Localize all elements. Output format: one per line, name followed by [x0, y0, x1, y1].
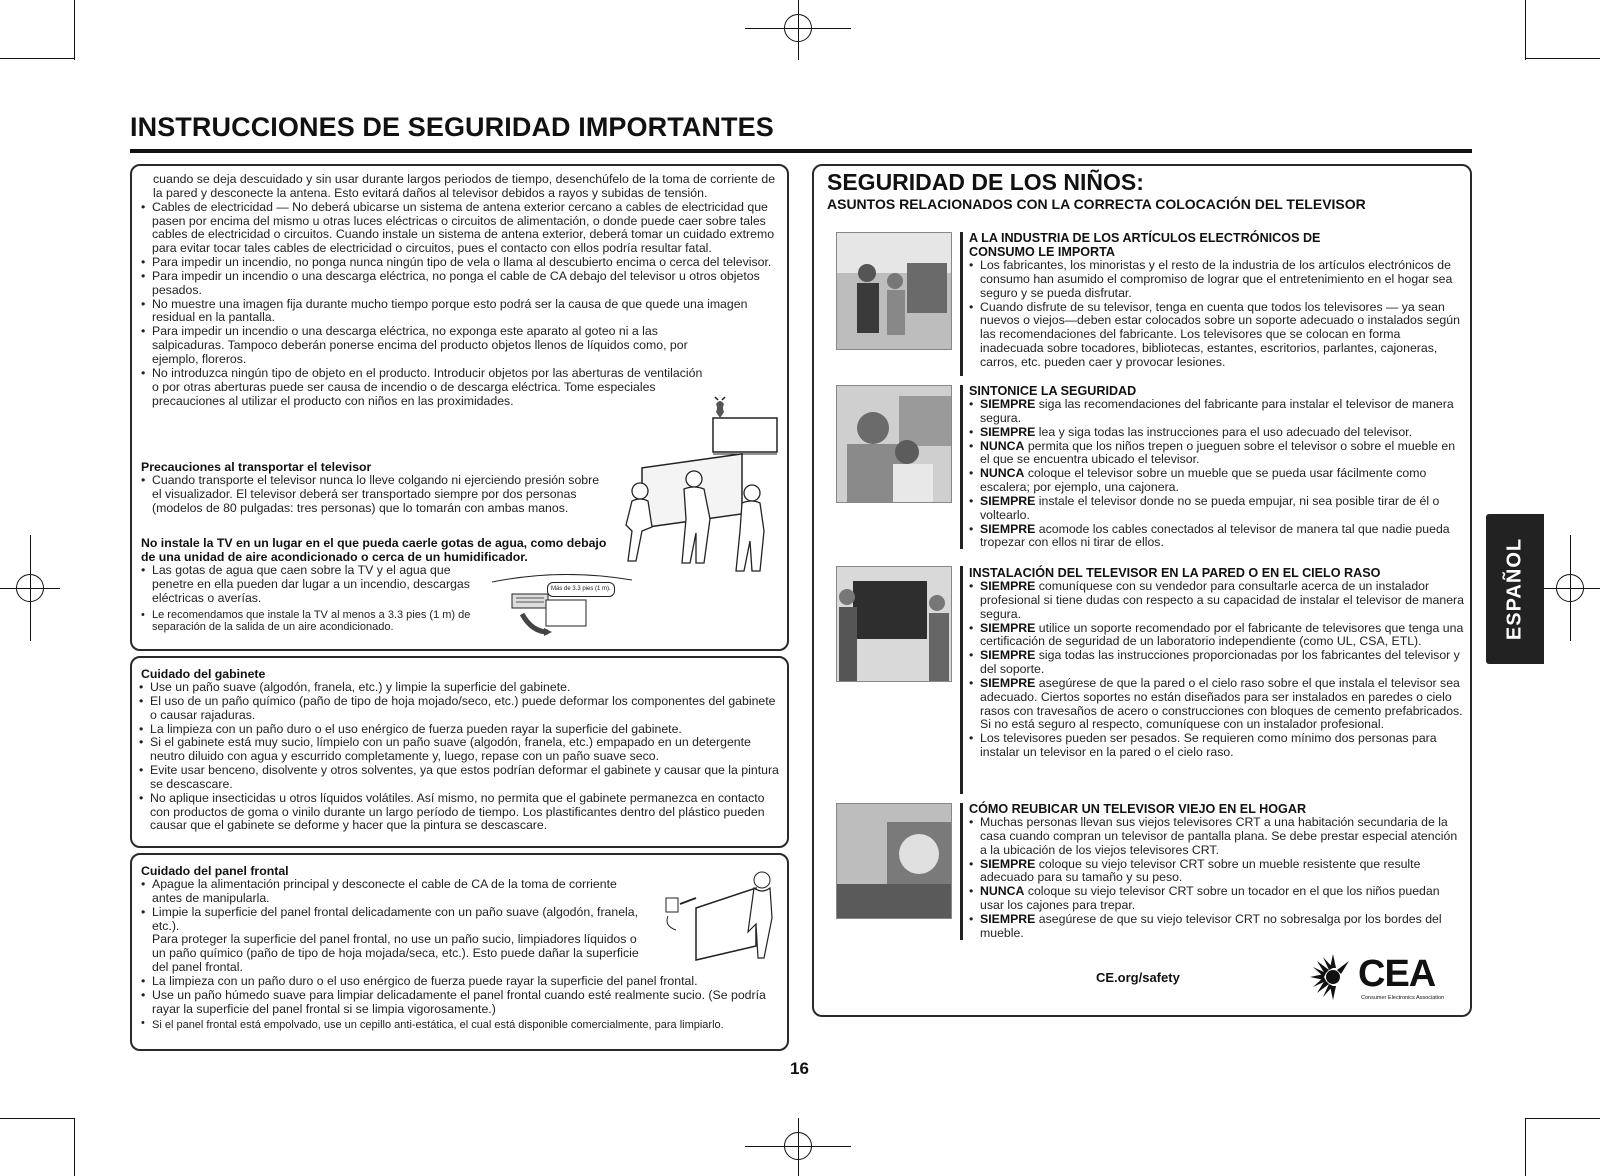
list-item — [969, 677, 1465, 732]
keyword: NUNCA — [980, 884, 1025, 899]
transport-heading: Precauciones al transportar el televisor — [141, 460, 372, 474]
front-panel-care-heading: Cuidado del panel frontal — [141, 864, 289, 878]
cabinet-care-text — [139, 681, 781, 833]
family-watching-tv-photo — [836, 385, 952, 503]
section-bar — [960, 232, 963, 376]
list-item — [969, 467, 1465, 495]
transport-text — [141, 474, 611, 516]
list-item: • Cables de electricidad — No deberá ubicarse un sistema de antena exterior cercano a cables de electricidad que pasen por encima del mismo u otras luces eléctricas o circuitos de alimentación, o donde puede caer sobre tales cables de electricidad o circuitos. Cuando instale un sistema de antena exterior, deberá tomar un cuidado extremo para evitar tocar tales cables de electricidad o circuitos, pues el contacto con ellos podría resultar fatal. — [141, 201, 781, 256]
item-text: asegúrese de que la pared o el cielo raso sobre el que instala el televisor sea adecuado. Ciertos soportes no están diseñados para ser instalados en paredes o cielo rasos con travesaños de acero o construcciones con bloques de cemento prefabricados. Si no está seguro al respecto, comuníquese con un instalador profesional. — [980, 675, 1463, 732]
list-item — [969, 622, 1465, 650]
keyword: SIEMPRE — [980, 856, 1036, 871]
title-rule — [130, 149, 1472, 153]
child-safety-subtitle: ASUNTOS RELACIONADOS CON LA CORRECTA COLOCACIÓN DEL TELEVISOR — [827, 196, 1366, 212]
list-item: • Para impedir un incendio, no ponga nunca ningún tipo de vela o llama al descubierto encima o cerca del televisor. — [141, 256, 781, 270]
store-photo — [836, 232, 952, 350]
list-item: • Evite usar benceno, disolvente y otros solventes, ya que estos podrían deformar el gabinete y causar que la pintura se descascare. — [139, 764, 781, 792]
list-item: • Le recomendamos que instale la TV al menos a 3.3 pies (1 m) de separación de la salida de un aire acondicionado. — [141, 609, 481, 634]
list-item: • No aplique insecticidas u otros líquidos volátiles. Así mismo, no permita que el gabinete permanezca en contacto con productos de goma o vinilo durante un largo período de tiempo. Los plastificantes dentro del plástico pueden causar que el gabinete se deforme y hacer que la pintura se descascare. — [139, 792, 781, 834]
list-item — [969, 440, 1465, 468]
list-item: • Para impedir un incendio o una descarga eléctrica, no ponga el cable de CA debajo del televisor u otros objetos pesados. — [141, 270, 781, 298]
list-item — [969, 913, 1465, 941]
item-text: coloque su viejo televisor CRT sobre un tocador en el que los niños puedan usar los cajones para trepar. — [980, 884, 1440, 913]
list-item — [969, 649, 1465, 677]
intro-paragraph: cuando se deja descuidado y sin usar durante largos periodos de tiempo, desenchúfelo de la toma de corriente de la pared y desconecte la antena. Esto evitará daños al televisor debidos a rayos y subidas de tensión. — [153, 172, 776, 200]
water-warning-heading: No instale la TV en un lugar en el que pueda caerle gotas de agua, como debajo de una unidad de aire acondicionado o cerca de un humidificador. — [141, 536, 607, 564]
keyword: SIEMPRE — [980, 675, 1036, 690]
list-item — [969, 523, 1465, 551]
general-safety-text — [141, 173, 781, 408]
keyword: SIEMPRE — [980, 579, 1036, 593]
tune-safety-section — [969, 384, 1465, 550]
list-item: • Cuando disfrute de su televisor, tenga en cuenta que todos los televisores — ya sean nuevos o viejos—deben estar colocados sobre un soporte adecuado o instalados según las recomendaciones del fabricante. Los televisores que se colocan en forma inadecuada sobre tocadores, bibliotecas, estantes, escritorios, parlantes, cajoneras, carros, etc. pueden caer y provocar lesiones. — [969, 301, 1465, 370]
keyword: SIEMPRE — [980, 493, 1036, 508]
industry-section — [969, 231, 1465, 370]
section-bar — [960, 566, 963, 794]
list-item: • Si el gabinete está muy sucio, límpielo con un paño suave (algodón, franela, etc.) empapado en un detergente neutro diluido con agua y escurrido completamente y, luego, repase con un paño suave seco. — [139, 736, 781, 764]
language-tab — [1486, 514, 1544, 664]
cea-burst-icon — [1308, 952, 1358, 1002]
keyword: SIEMPRE — [980, 648, 1036, 663]
keyword: NUNCA — [980, 466, 1025, 481]
wall-mount-photo — [836, 566, 952, 682]
list-item: • Use un paño húmedo suave para limpiar delicadamente el panel frontal cuando esté realmente sucio. (Se podría rayar la superficie del panel frontal si se limpia vigorosamente.) — [141, 989, 781, 1017]
keyword: SIEMPRE — [980, 911, 1036, 926]
ac-distance-label — [547, 582, 615, 597]
list-item — [969, 858, 1465, 886]
keyword: SIEMPRE — [980, 397, 1036, 411]
item-text: instale el televisor donde no se pueda empujar, ni sea posible tirar de él o voltearlo. — [980, 493, 1440, 522]
list-item — [969, 495, 1465, 523]
keyword: SIEMPRE — [980, 521, 1036, 536]
keyword: SIEMPRE — [980, 424, 1036, 439]
list-item: • Cuando transporte el televisor nunca lo lleve colgando ni ejerciendo presión sobre el visualizador. El televisor deberá ser transportado siempre por dos personas (modelos de 80 pulgadas: tres personas) que lo tomarán con ambas manos. — [141, 474, 611, 516]
child-with-crt-tv-photo — [836, 803, 952, 919]
page-number: 16 — [790, 1059, 809, 1078]
list-item: • No introduzca ningún tipo de objeto en el producto. Introducir objetos por las aberturas de ventilación o por otras aberturas puede ser causa de incendio o de descarga eléctrica. Tome especiales precauciones al utilizar el producto con niños en las proximidades. — [141, 367, 712, 409]
people-carrying-tv-illustration — [620, 453, 778, 577]
section-heading: SINTONICE LA SEGURIDAD — [969, 384, 1137, 398]
section-bar — [960, 385, 963, 549]
wall-installation-section — [969, 566, 1465, 760]
list-item: • La limpieza con un paño duro o el uso enérgico de fuerza pueden rayar la superficie del gabinete. — [139, 723, 781, 737]
item-text: utilice un soporte recomendado por el fabricante de televisores que tenga una certificación de seguridad de un laboratorio independiente (como UL, CSA, ETL). — [980, 620, 1464, 649]
item-text: acomode los cables conectados al televisor de manera tal que nadie pueda tropezar con ellos ni tirar de ellos. — [980, 521, 1450, 550]
list-item: • El uso de un paño químico (paño de tipo de hoja mojado/seco, etc.) puede deformar los componentes del gabinete o causar rajaduras. — [139, 695, 781, 723]
cea-logo-text: CEA — [1358, 953, 1436, 995]
item-text: siga las recomendaciones del fabricante para instalar el televisor de manera segura. — [980, 397, 1454, 425]
keyword: NUNCA — [980, 438, 1025, 453]
tv-vase-illustration — [708, 396, 780, 458]
item-text: permita que los niños trepen o jueguen sobre el televisor o sobre el mueble en el que se encuentra ubicado el televisor. — [980, 438, 1456, 467]
item-text: comuníquese con su vendedor para consultarle acerca de un instalador profesional si tiene dudas con respecto a su capacidad de instalar el televisor de manera segura. — [980, 579, 1464, 621]
child-safety-title: SEGURIDAD DE LOS NIÑOS: — [827, 169, 1144, 195]
list-item — [969, 885, 1465, 913]
list-item-note: Para proteger la superficie del panel frontal, no use un paño sucio, limpiadores líquidos o un paño químico (paño de tipo de hoja mojada/seca, etc.). Esto puede dañar la superficie del panel frontal. — [152, 932, 639, 975]
list-item — [969, 732, 1465, 760]
item-text: coloque su viejo televisor CRT sobre un mueble resistente que resulte adecuado para su tamaño y su peso. — [980, 856, 1421, 885]
language-tab-label: ESPAÑOL — [1503, 537, 1526, 641]
ce-safety-link[interactable]: CE.org/safety — [1096, 970, 1180, 985]
list-item — [969, 580, 1465, 622]
list-item: • Si el panel frontal está empolvado, use un cepillo anti-estática, el cual está disponible comercialmente, para limpiarlo. — [141, 1017, 781, 1032]
item-text: lea y siga todas las instrucciones para el uso adecuado del televisor. — [1035, 424, 1413, 439]
keyword: SIEMPRE — [980, 620, 1036, 635]
list-item — [969, 816, 1465, 858]
cea-logo — [1308, 952, 1448, 1004]
cea-logo-caption: Consumer Electronics Association — [1361, 995, 1445, 1001]
item-text: Muchas personas llevan sus viejos televisores CRT a una habitación secundaria de la casa cuando compran un televisor de pantalla plana. Se debe prestar especial atención a la ubicación de los viejos televisores CRT. — [980, 815, 1458, 857]
section-heading: CÓMO REUBICAR UN TELEVISOR VIEJO EN EL HOGAR — [969, 802, 1307, 816]
item-text: asegúrese de que su viejo televisor CRT no sobresalga por los bordes del mueble. — [980, 911, 1442, 940]
item-text: siga todas las instrucciones proporcionadas por los fabricantes del televisor y del soporte. — [980, 648, 1460, 677]
list-item: • No muestre una imagen fija durante mucho tiempo porque esto podrá ser la causa de que quede una imagen residual en la pantalla. — [141, 298, 781, 326]
cabinet-care-heading: Cuidado del gabinete — [141, 667, 266, 681]
front-panel-care-text — [141, 878, 641, 975]
water-warning-text — [141, 564, 481, 634]
item-text: coloque el televisor sobre un mueble que se pueda usar fácilmente como escalera; por ejemplo, una cajonera. — [980, 466, 1427, 495]
list-item — [969, 398, 1465, 426]
list-item: • Para impedir un incendio o una descarga eléctrica, no exponga este aparato al goteo ni a las salpicaduras. Tampoco deberán ponerse encima del producto objetos llenos de líquidos como, por ejemplo, floreros. — [141, 325, 712, 367]
section-heading: INSTALACIÓN DEL TELEVISOR EN LA PARED O EN EL CIELO RASO — [969, 566, 1381, 580]
section-bar — [960, 803, 963, 940]
list-item: • Use un paño suave (algodón, franela, etc.) y limpie la superficie del gabinete. — [139, 681, 781, 695]
list-item: • Apague la alimentación principal y desconecte el cable de CA de la toma de corriente antes de manipularla. — [141, 878, 641, 906]
front-panel-care-text-more — [141, 975, 781, 1031]
list-item: • La limpieza con un paño duro o el uso enérgico de fuerza puede rayar la superficie del panel frontal. — [141, 975, 781, 989]
page-title: INSTRUCCIONES DE SEGURIDAD IMPORTANTES — [130, 112, 774, 142]
relocate-crt-section — [969, 802, 1465, 941]
list-item — [141, 906, 641, 975]
list-item-text: • Limpie la superficie del panel frontal delicadamente con un paño suave (algodón, franela, etc.). — [152, 904, 639, 933]
list-item: • Los fabricantes, los minoristas y el resto de la industria de los artículos electrónicos de consumo han asumido el compromiso de lograr que el entretenimiento en el hogar sea seguro y se pueda disfrutar. — [969, 259, 1465, 301]
item-text: Los televisores pueden ser pesados. Se requieren como mínimo dos personas para instalar un televisor en la pared o el cielo raso. — [980, 731, 1437, 760]
ac-distance-text: Más de 3.3 pies (1 m). — [551, 586, 611, 592]
panel-cleaning-illustration — [660, 868, 782, 968]
list-item — [969, 426, 1465, 440]
section-heading: A LA INDUSTRIA DE LOS ARTÍCULOS ELECTRÓNICOS DE CONSUMO LE IMPORTA — [969, 231, 1321, 259]
list-item: • Las gotas de agua que caen sobre la TV y el agua que penetre en ella pueden dar lugar a un incendio, descargas eléctricas o averías. — [141, 564, 481, 606]
